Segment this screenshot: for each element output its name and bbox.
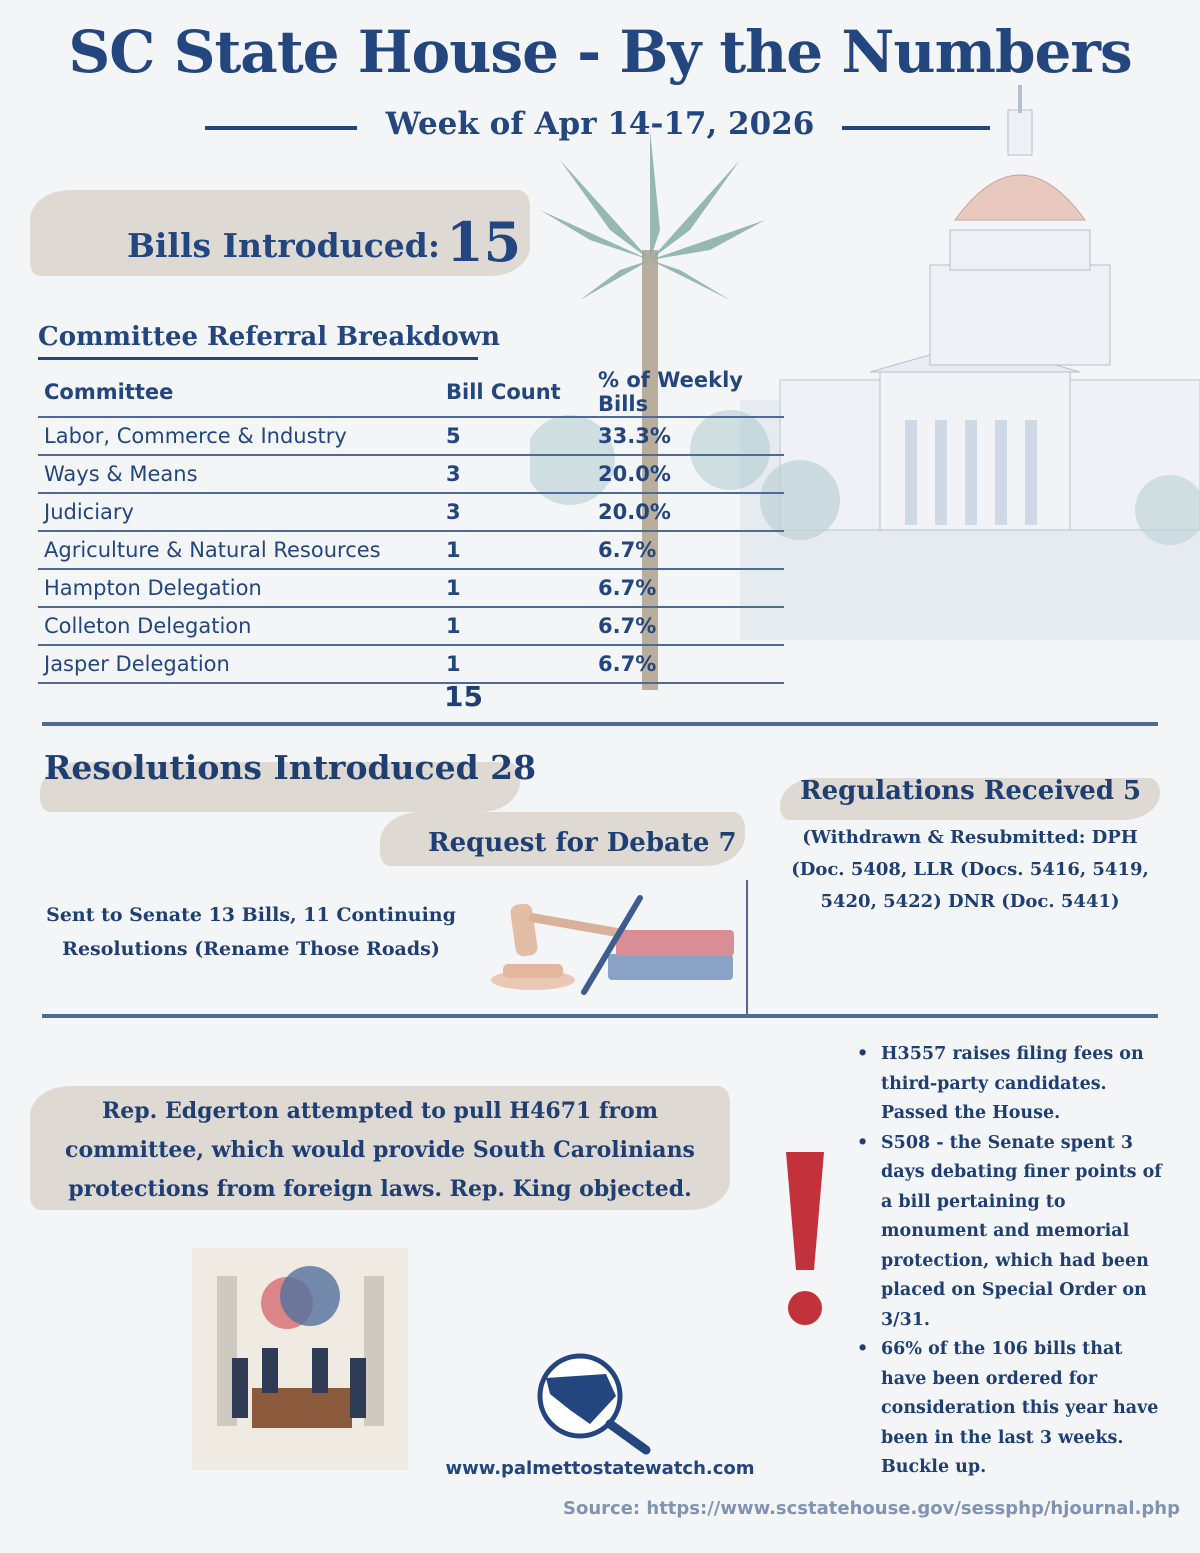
- committee-name: Judiciary: [38, 493, 440, 531]
- bill-percent: 33.3%: [592, 417, 784, 455]
- bill-count: 3: [440, 455, 592, 493]
- site-url-link[interactable]: www.palmettostatewatch.com: [445, 1458, 755, 1479]
- bill-count: 1: [440, 607, 592, 645]
- bill-count: 5: [440, 417, 592, 455]
- sent-to-senate: Sent to Senate 13 Bills, 11 Continuing Resolutions (Rename Those Roads): [46, 904, 456, 960]
- source-link[interactable]: Source: https://www.scstatehouse.gov/sessphp/hjournal.php: [563, 1498, 1180, 1519]
- committee-name: Hampton Delegation: [38, 569, 440, 607]
- committee-name: Colleton Delegation: [38, 607, 440, 645]
- committee-referral-table: [38, 368, 784, 686]
- list-item: • 66% of the 106 bills that have been ordered for consideration this year have been in the last 3 weeks. Buckle up.: [855, 1335, 1167, 1483]
- column-header-bill-count: Bill Count: [446, 380, 561, 404]
- section-divider-top: [42, 722, 1158, 726]
- table-row: [38, 417, 784, 455]
- committee-name: Agriculture & Natural Resources: [38, 531, 440, 569]
- list-item: • S508 - the Senate spent 3 days debating finer points of a bill pertaining to monument and memorial protection, which had been placed on Special Order on 3/31.: [855, 1129, 1167, 1336]
- bills-introduced-count: 15: [446, 210, 522, 274]
- bill-percent: 6.7%: [592, 531, 784, 569]
- bill-count: 1: [440, 531, 592, 569]
- bill-percent: 20.0%: [592, 493, 784, 531]
- table-row: [38, 455, 784, 493]
- column-header-committee: Committee: [44, 380, 174, 404]
- committee-referral-underline: [38, 357, 478, 360]
- bill-percent: 6.7%: [592, 645, 784, 683]
- debate-meeting-illustration: [192, 1248, 408, 1470]
- committee-name: Jasper Delegation: [38, 645, 440, 683]
- bill-percent: 20.0%: [592, 455, 784, 493]
- table-row: [38, 569, 784, 607]
- bill-count: 1: [440, 645, 592, 683]
- bill-count: 1: [440, 569, 592, 607]
- committee-referral-title: Committee Referral Breakdown: [38, 322, 501, 352]
- bills-introduced: [127, 210, 521, 274]
- section-divider-bottom: [42, 1014, 1158, 1018]
- column-header-percent: % of Weekly Bills: [598, 368, 743, 416]
- gavel-books-illustration: [488, 892, 738, 1002]
- bill-percent: 6.7%: [592, 569, 784, 607]
- table-row: [38, 531, 784, 569]
- bill-percent: 6.7%: [592, 607, 784, 645]
- vertical-divider: [746, 880, 748, 1015]
- committee-name: Labor, Commerce & Industry: [38, 417, 440, 455]
- exclamation-icon: [780, 1148, 830, 1333]
- regulations-received: Regulations Received 5: [800, 776, 1142, 806]
- page-title: SC State House - By the Numbers: [68, 18, 1132, 86]
- table-row: [38, 493, 784, 531]
- table-row: [38, 607, 784, 645]
- request-for-debate: Request for Debate 7: [428, 828, 737, 858]
- week-subtitle: Week of Apr 14-17, 2026: [385, 106, 815, 142]
- committee-name: Ways & Means: [38, 455, 440, 493]
- bills-introduced-label: Bills Introduced:: [127, 226, 441, 265]
- table-header-row: [38, 368, 784, 417]
- regulations-detail: (Withdrawn & Resubmitted: DPH (Doc. 5408, LLR (Docs. 5416, 5419, 5420, 5422) DNR (Doc. 5441): [791, 827, 1149, 912]
- table-row-spacer: [38, 683, 784, 686]
- bill-count: 3: [440, 493, 592, 531]
- bill-count-total: 15: [444, 680, 483, 713]
- highlights-list: [855, 1040, 1167, 1483]
- table-bottom-rule: [38, 683, 440, 686]
- palmetto-state-watch-logo: [528, 1350, 658, 1455]
- list-item: • H3557 raises filing fees on third-party candidates. Passed the House.: [855, 1040, 1167, 1129]
- edgerton-note: Rep. Edgerton attempted to pull H4671 from committee, which would provide South Carolinians protections from foreign laws. Rep. King objected.: [65, 1098, 695, 1202]
- resolutions-introduced: Resolutions Introduced 28: [44, 748, 537, 787]
- capitol-illustration: [740, 80, 1200, 640]
- table-row: [38, 645, 784, 683]
